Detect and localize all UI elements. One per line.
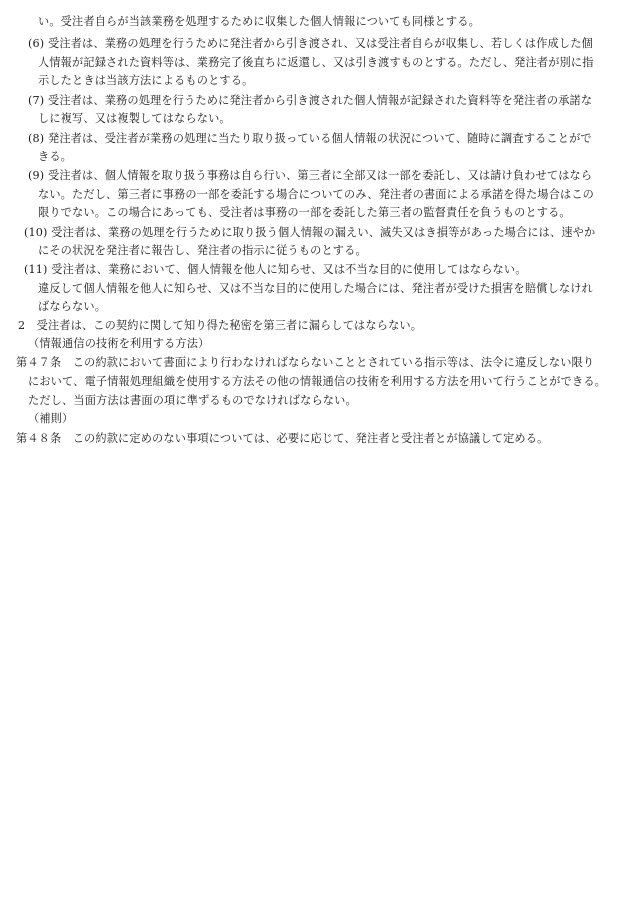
text-line: きる。 xyxy=(38,150,73,163)
text-line: 違反して個人情報を他人に知らせ、又は不当な目的に使用した場合には、発注者が受けた損害を賠償しなけれ xyxy=(38,282,593,295)
section-heading: （補則） xyxy=(28,412,74,425)
text-line: ない。ただし、第三者に事務の一部を委託する場合についてのみ、発注者の書面による承諾を得た場合はこの xyxy=(38,188,594,201)
text-line: しに複写、又は複製してはならない。 xyxy=(38,112,231,125)
text-line: にその状況を発注者に報告し、発注者の指示に従うものとする。 xyxy=(38,244,367,257)
text-line: ばならない。 xyxy=(38,300,107,313)
text-line: ただし、当面方法は書面の項に準ずるものでなければならない。 xyxy=(28,394,357,407)
text-line: (6) 受注者は、業務の処理を行うために発注者から引き渡され、又は受注者自らが収集し、若しくは作成した個 xyxy=(28,37,593,50)
text-line: において、電子情報処理組織を使用する方法その他の情報通信の技術を利用する方法を用いて行うことができる。 xyxy=(28,375,606,388)
section-heading: （情報通信の技術を利用する方法） xyxy=(28,337,210,350)
text-line: 示したときは当該方法によるものとする。 xyxy=(38,74,254,87)
text-line: い。受注者自らが当該業務を処理するために収集した個人情報についても同様とする。 xyxy=(38,15,480,28)
text-line: (10) 受注者は、業務の処理を行うために取り扱う個人情報の漏えい、滅失又はき損等があった場合には、速やか xyxy=(24,226,596,239)
text-line: 人情報が記録された資料等は、業務完了後直ちに返還し、又は引き渡すものとする。ただし、発注者が別に指 xyxy=(38,56,594,69)
article-line: 第４７条 この約款において書面により行わなければならないこととされている指示等は、法令に違反しない限り xyxy=(16,356,595,369)
text-line: 限りでない。この場合にあっても、受注者は事務の一部を委託した第三者の監督責任を負うものとする。 xyxy=(38,206,571,219)
article-line: 第４８条 この約款に定めのない事項については、必要に応じて、発注者と受注者とが協議して定める。 xyxy=(16,432,549,445)
text-line: (7) 受注者は、業務の処理を行うために発注者から引き渡された個人情報が記録された資料等を発注者の承諾な xyxy=(28,94,593,107)
text-line: (8) 発注者は、受注者が業務の処理に当たり取り扱っている個人情報の状況について、随時に調査することがで xyxy=(28,132,592,145)
text-line: 2 受注者は、この契約に関して知り得た秘密を第三者に漏らしてはならない。 xyxy=(18,319,423,332)
text-line: (9) 受注者は、個人情報を取り扱う事務は自ら行い、第三者に全部又は一部を委託し、又は請け負わせてはなら xyxy=(28,169,593,182)
text-line: (11) 受注者は、業務において、個人情報を他人に知らせ、又は不当な目的に使用してはならない。 xyxy=(24,263,527,276)
